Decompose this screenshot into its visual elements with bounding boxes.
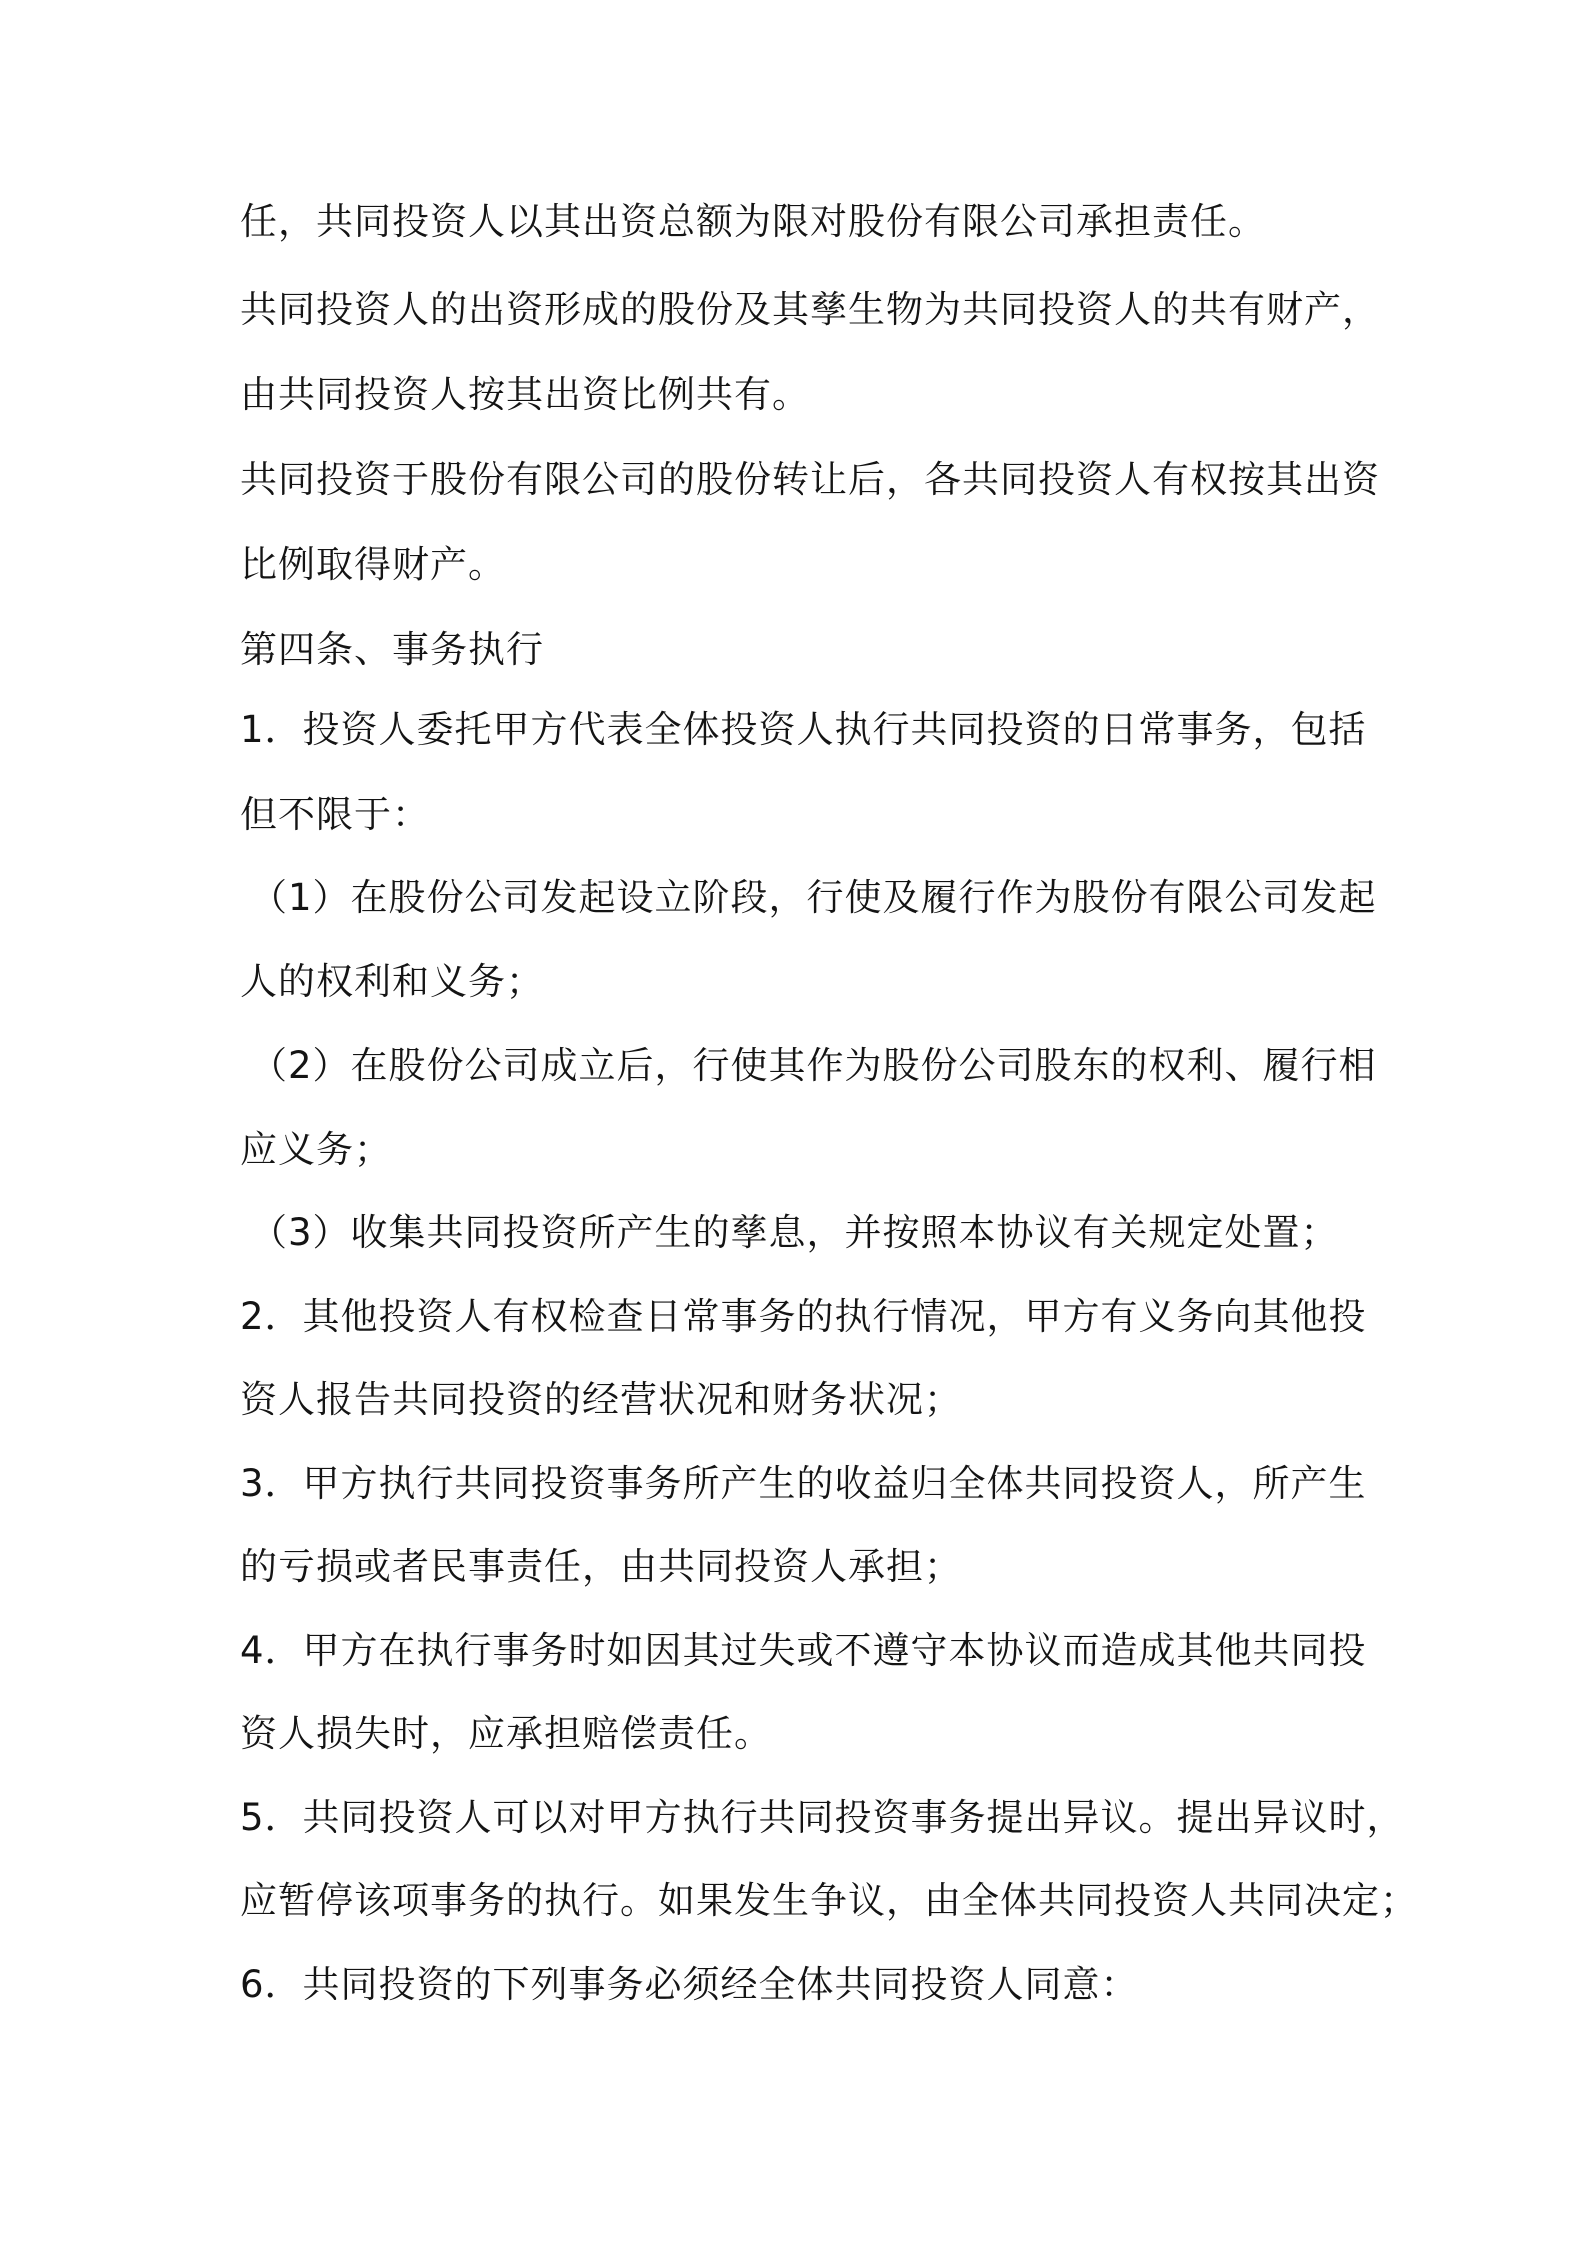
- text-line: 应义务；: [240, 1128, 392, 1171]
- text-line: 由共同投资人按其出资比例共有。: [240, 373, 810, 416]
- text-line: 但不限于：: [240, 793, 430, 836]
- text-line: 共同投资于股份有限公司的股份转让后，各共同投资人有权按其出资: [240, 458, 1380, 501]
- text-line: 应暂停该项事务的执行。如果发生争议，由全体共同投资人共同决定；: [240, 1879, 1418, 1922]
- text-line: 6．共同投资的下列事务必须经全体共同投资人同意：: [240, 1963, 1139, 2006]
- text-line: 3．甲方执行共同投资事务所产生的收益归全体共同投资人，所产生: [240, 1462, 1367, 1505]
- text-line: 人的权利和义务；: [240, 960, 544, 1003]
- text-line: （2）在股份公司成立后，行使其作为股份公司股东的权利、履行相: [250, 1044, 1377, 1087]
- text-line: （3）收集共同投资所产生的孳息，并按照本协议有关规定处置；: [250, 1211, 1339, 1254]
- section-heading: 第四条、事务执行: [240, 628, 544, 671]
- text-line: 资人损失时，应承担赔偿责任。: [240, 1712, 772, 1755]
- text-line: （1）在股份公司发起设立阶段，行使及履行作为股份有限公司发起: [250, 876, 1377, 919]
- text-line: 资人报告共同投资的经营状况和财务状况；: [240, 1378, 962, 1421]
- text-line: 2．其他投资人有权检查日常事务的执行情况，甲方有义务向其他投: [240, 1295, 1367, 1338]
- text-line: 比例取得财产。: [240, 543, 506, 586]
- text-line: 共同投资人的出资形成的股份及其孳生物为共同投资人的共有财产，: [240, 288, 1380, 331]
- text-line: 4．甲方在执行事务时如因其过失或不遵守本协议而造成其他共同投: [240, 1629, 1367, 1672]
- text-line: 5．共同投资人可以对甲方执行共同投资事务提出异议。提出异议时，: [240, 1796, 1405, 1839]
- text-line: 的亏损或者民事责任，由共同投资人承担；: [240, 1545, 962, 1588]
- text-line: 任，共同投资人以其出资总额为限对股份有限公司承担责任。: [240, 200, 1266, 243]
- text-line: 1．投资人委托甲方代表全体投资人执行共同投资的日常事务，包括: [240, 708, 1367, 751]
